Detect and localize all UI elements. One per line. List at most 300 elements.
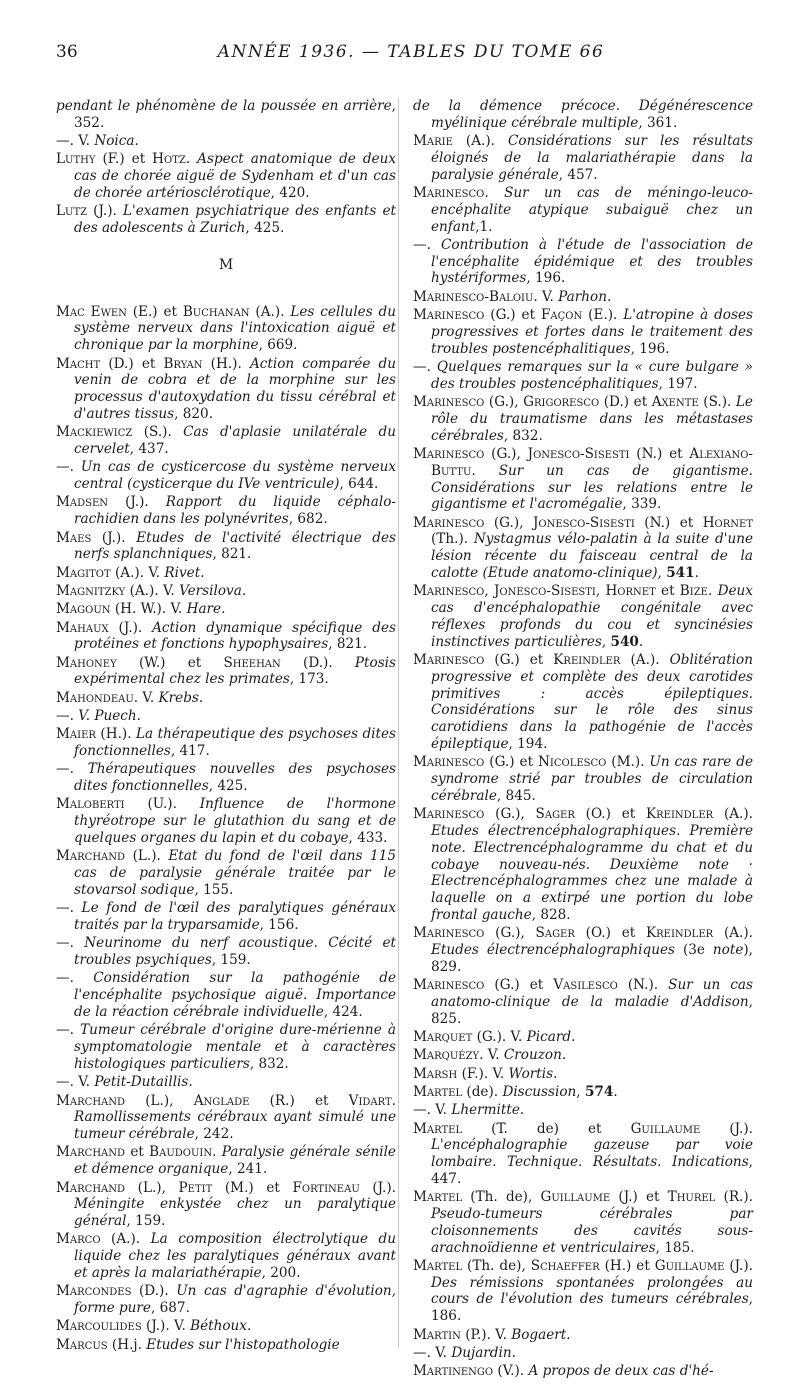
work-title: Pseudo-tumeurs cérébrales par cloisonnements des cavités sous-arachnoïdienne et ventriculaires: [431, 1206, 753, 1256]
work-title: de la démence précoce. Dégénérescence myélinique cérébrale multiple: [413, 98, 753, 131]
work-title: Contribution à l'étude de l'association de l'encéphalite épidémique et des troubles hystériformes: [431, 236, 753, 287]
work-title: Wortis.: [508, 1065, 558, 1082]
author-name: Guillaume: [540, 1189, 611, 1206]
index-entry: [56, 1283, 396, 1317]
author-name: Martinengo: [413, 1363, 494, 1380]
author-name: Marchand: [56, 1092, 126, 1109]
entry-text: —.: [56, 1022, 81, 1039]
author-name: Marinesco: [413, 977, 485, 994]
author-name: Schaeffer: [530, 1257, 600, 1274]
work-title: Paralysie générale sénile et démence organique: [74, 1144, 396, 1178]
author-name: Martin: [413, 1326, 461, 1343]
work-title: Considération sur la pathogénie de l'encéphalite psychosique aiguë. Importance de la réaction cérébrale individuelle: [74, 970, 396, 1021]
entry-text: .: [212, 1144, 222, 1161]
section-letter: M: [218, 256, 234, 273]
index-entry: [413, 1327, 753, 1344]
entry-text: .: [471, 462, 499, 479]
entry-text: .: [484, 184, 505, 201]
index-entry: [413, 652, 753, 753]
entry-text: (H.j.: [107, 1336, 147, 1353]
work-title: A propos de deux cas d'hé-: [528, 1363, 714, 1380]
author-name: Maes: [56, 529, 92, 546]
index-entry: [413, 394, 753, 444]
index-entry: [56, 1093, 396, 1143]
author-name: Mahoney: [56, 654, 117, 671]
index-entry: [413, 925, 753, 975]
author-name: Macht: [56, 355, 101, 372]
author-name: Nicolesco: [538, 754, 607, 771]
work-title: Des rémissions spontanées prolongées au cours de l'évolution des tumeurs cérébrales: [431, 1274, 753, 1308]
index-entry: [413, 1084, 753, 1101]
entry-text: (S.).: [132, 424, 184, 441]
author-name: Marinesco: [413, 184, 485, 201]
work-title: Etudes de l'activité électrique des nerfs splanchniques: [74, 529, 396, 563]
author-name: Marsh: [413, 1065, 458, 1082]
index-entry: [413, 1102, 753, 1119]
entry-text: .: [638, 633, 644, 650]
entry-text: , 669.: [258, 337, 298, 354]
author-name: Magoun: [56, 601, 111, 618]
work-title: Picard.: [526, 1029, 576, 1046]
entry-text: . V.: [133, 689, 159, 706]
author-name: Kreindler: [553, 652, 621, 668]
entry-text: , 433.: [348, 830, 388, 847]
work-title: Bogaert.: [511, 1326, 571, 1343]
entry-text: —.: [56, 708, 79, 724]
work-title: Cas d'aplasie unilatérale du cervelet: [74, 424, 396, 458]
entry-text: (M.).: [606, 754, 650, 771]
entry-text: (E.) et: [126, 303, 183, 320]
author-name: Martel: [413, 1120, 463, 1137]
entry-text: (L.),: [125, 1179, 179, 1196]
entry-text: (J.). V.: [141, 1318, 191, 1335]
index-entry: [413, 446, 753, 513]
index-entry: [56, 601, 396, 618]
author-name: Marcondes: [56, 1283, 132, 1300]
author-name: Lutz: [56, 203, 88, 220]
entry-text: (O.) et: [574, 806, 646, 823]
index-entry: [56, 98, 396, 132]
work-title: Etudes électrencéphalographiques. Première note. Electrencéphalogramme du chat et du cobaye nouveau-nés. Deuxième note · Electrencéphalogrammes chez une malade à laquelle on a extirpé une portion du lobe frontal gauche: [431, 822, 753, 923]
entry-text: ,1.: [475, 218, 493, 235]
entry-text: , 339.: [622, 496, 662, 513]
entry-text: (S.).: [698, 394, 736, 411]
work-title: La thérapeutique des psychoses dites fonctionnelles: [74, 726, 396, 760]
author-name: Mackiewicz: [56, 424, 133, 441]
work-title: L'examen psychiatrique des enfants et des adolescents à Zurich: [74, 203, 396, 237]
entry-text: et: [655, 583, 680, 600]
entry-text: , 159.: [126, 1213, 166, 1230]
left-column: [56, 98, 396, 1355]
entry-text: , 194.: [508, 735, 548, 752]
entry-text: (J.).: [108, 619, 153, 636]
author-name: Vasilesco: [553, 977, 618, 994]
author-name: Jonesco-Sisesti: [493, 583, 596, 600]
entry-text: (H.).: [202, 355, 250, 372]
index-entry: [413, 806, 753, 924]
entry-text: (H.).: [95, 726, 137, 743]
index-entry: [413, 1345, 753, 1362]
author-name: Guillaume: [630, 1120, 701, 1137]
entry-text: , 687.: [150, 1300, 190, 1317]
index-entry: [56, 1144, 396, 1178]
entry-text: (N.).: [617, 977, 669, 994]
entry-text: (A.). V.: [125, 582, 180, 599]
entry-text: (L.),: [125, 1092, 194, 1109]
entry-text: (G.),: [484, 925, 536, 942]
entry-text: (H.) et: [599, 1257, 655, 1274]
work-title: Etudes électrencéphalographiques: [431, 942, 675, 959]
author-name: Marinesco-Baloiu: [413, 288, 534, 305]
entry-text: (G.),: [484, 445, 528, 462]
author-name: Sager: [535, 925, 575, 942]
index-entry: [56, 1022, 396, 1072]
entry-text: , 197.: [658, 375, 698, 392]
entry-text: , 417.: [170, 743, 210, 760]
index-entry: [56, 356, 396, 423]
index-entry: [56, 1180, 396, 1230]
index-entry: [56, 690, 396, 707]
entry-text: , 186.: [431, 1291, 753, 1325]
page-ref-bold: 541: [666, 565, 695, 582]
entry-text: ,: [484, 583, 494, 600]
entry-text: (G.) et: [484, 652, 554, 668]
index-entry: [56, 133, 396, 150]
entry-text: (E.).: [582, 307, 624, 324]
work-title: Etat du fond de l'œil dans 115 cas de paralysie générale traitée par le stovarsol sodique: [74, 848, 396, 898]
entry-text: et: [125, 1144, 150, 1161]
author-name: Hornet: [605, 583, 656, 600]
index-entry: [56, 494, 396, 528]
entry-text: (J.) et: [610, 1189, 668, 1206]
entry-text: , 155.: [194, 881, 234, 898]
entry-text: (N.) et: [634, 514, 703, 531]
work-title: Action dynamique spécifique des protéines et fonctions hypophysaires: [74, 619, 396, 653]
entry-text: (R.).: [715, 1189, 754, 1206]
entry-text: . V.: [479, 1047, 504, 1064]
entry-text: (J.).: [108, 494, 166, 511]
entry-text: (Th.).: [431, 531, 474, 548]
entry-text: , 845.: [496, 787, 536, 804]
index-entry: [56, 304, 396, 354]
page-ref-bold: 540: [610, 633, 639, 650]
entry-text: (W.) et: [116, 654, 224, 671]
index-entry: [56, 1231, 396, 1281]
author-name: Marquet: [413, 1029, 473, 1046]
author-name: Mahondeau: [56, 689, 134, 706]
entry-text: (J.).: [91, 529, 137, 546]
entry-text: , 828.: [531, 906, 571, 923]
entry-text: , 173.: [289, 671, 329, 688]
author-name: Petit: [178, 1179, 213, 1196]
entry-text: (D.) et: [599, 394, 652, 411]
index-entry: [413, 359, 753, 393]
entry-text: , 242.: [194, 1126, 234, 1143]
author-name: Axente: [651, 394, 699, 411]
work-title: Béthoux.: [190, 1318, 252, 1335]
author-name: Buchanan: [182, 303, 250, 320]
work-title: Lhermitte.: [451, 1102, 525, 1119]
work-title: Quelques remarques sur la « cure bulgare » des troubles postencéphalitiques: [431, 358, 753, 392]
author-name: Thurel: [667, 1189, 716, 1206]
entry-text: , 821.: [328, 636, 368, 653]
entry-text: —. V.: [413, 1102, 452, 1119]
author-name: Marinesco: [413, 445, 485, 462]
index-entry: [56, 900, 396, 934]
entry-text: , 420.: [270, 184, 310, 201]
entry-text: .: [185, 151, 198, 168]
author-name: Hornet: [702, 514, 753, 531]
index-entry: [56, 655, 396, 689]
entry-text: , 352.: [74, 98, 396, 131]
author-name: Marchand: [56, 1179, 126, 1196]
work-title: Ramollissements cérébraux ayant simulé une tumeur cérébrale: [74, 1109, 396, 1143]
entry-text: , 682.: [288, 511, 328, 528]
entry-text: , 425.: [245, 220, 285, 237]
entry-text: (A.).: [452, 133, 508, 150]
author-name: Maier: [56, 726, 96, 743]
work-title: Action comparée du venin de cobra et de la morphine sur les processus d'autoxydation du tissu cérébral et d'autres tissus: [74, 355, 396, 422]
author-name: Jonesco-Sisesti: [532, 514, 635, 531]
author-name: Sager: [535, 806, 575, 823]
entry-text: (G.),: [484, 514, 533, 531]
index-entry: [413, 1047, 753, 1064]
entry-text: (D.).: [280, 654, 355, 671]
work-title: Un cas rare de syndrome strié par troubles de circulation cérébrale: [431, 754, 753, 804]
index-entry: [56, 620, 396, 654]
entry-text: (O.) et: [574, 925, 646, 942]
index-entry: [56, 565, 396, 582]
work-title: pendant le phénomène de la poussée en arrière: [56, 98, 392, 114]
author-name: Marie: [413, 133, 453, 150]
index-entry: [56, 1318, 396, 1335]
entry-text: —.: [56, 935, 85, 952]
author-name: Vidart: [348, 1092, 392, 1109]
entry-text: ), 829.: [431, 942, 753, 975]
work-title: Rivet.: [164, 564, 205, 581]
index-entry: [413, 133, 753, 183]
author-name: Jonesco-Sisesti: [527, 445, 630, 462]
entry-text: —.: [56, 900, 82, 917]
index-entry: [413, 1066, 753, 1083]
work-title: Tumeur cérébrale d'origine dure-mérienne à symptomatologie mentale et à caractères histologiques particuliers: [74, 1022, 396, 1072]
work-title: Le rôle du traumatisme dans les métastases cérébrales: [431, 394, 753, 444]
author-name: Marinesco: [413, 652, 485, 668]
running-title: ANNÉE 1936. — TABLES DU TOME 66: [217, 42, 605, 62]
index-entry: [56, 1074, 396, 1091]
entry-text: (N.) et: [629, 445, 690, 462]
entry-text: (L.).: [125, 848, 169, 865]
entry-text: . V.: [533, 288, 559, 305]
author-name: Bryan: [163, 355, 203, 372]
author-name: Martel: [413, 1189, 463, 1206]
work-title: Deux cas d'encéphalopathie congénitale avec réflexes profonds du cou et syncinésies instinctives particulières: [431, 583, 753, 650]
entry-text: (Th. de),: [462, 1189, 541, 1206]
work-title: Parhon.: [558, 288, 612, 305]
entry-text: (G.). V.: [472, 1029, 527, 1046]
entry-text: (V.).: [493, 1363, 529, 1380]
author-name: Magnitzky: [56, 582, 126, 599]
author-name: Madsen: [56, 494, 109, 511]
work-title: Oblitération progressive et complète des deux carotides primitives : accès épileptiques. Considérations sur le rôle des sinus carotidiens dans la pathogénie de l'accès épileptique: [431, 652, 753, 752]
work-title: Sur un cas de gigantisme. Considérations sur les relations entre le gigantisme et l'acromégalie: [431, 462, 753, 513]
entry-text: (J.).: [724, 1257, 754, 1274]
author-name: Marinesco: [413, 754, 485, 771]
entry-text: (G.) et: [484, 307, 541, 324]
index-entry: [56, 761, 396, 795]
index-entry: [56, 726, 396, 760]
entry-text: (A.). V.: [110, 564, 165, 581]
entry-text: , 832.: [249, 1055, 289, 1072]
entry-text: , 832.: [503, 427, 543, 444]
author-name: Hotz: [152, 151, 186, 168]
work-title: Le fond de l'œil des paralytiques généraux traités par la tryparsamide: [74, 900, 396, 934]
work-title: Un cas de cysticercose du système nerveux central (cysticerque du IVe ventricule): [74, 459, 396, 493]
entry-text: (U.).: [124, 796, 200, 813]
entry-text: (D.).: [131, 1283, 177, 1300]
entry-text: —.: [56, 761, 88, 778]
entry-text: (G.) et: [484, 754, 538, 771]
work-title: L'atropine à doses progressives et fortes dans le traitement des troubles postencéphalitiques: [431, 307, 753, 357]
entry-text: (J.).: [700, 1120, 753, 1137]
entry-text: , 196.: [630, 340, 670, 357]
entry-text: (Th. de),: [462, 1257, 531, 1274]
author-name: Façon: [540, 307, 583, 324]
work-title: Sur un cas de méningo-leuco-encéphalite atypique subaiguë chez un enfant: [431, 184, 753, 235]
index-entry: [413, 98, 753, 132]
work-title: Krebs.: [158, 689, 204, 706]
entry-text: —. V.: [56, 133, 95, 150]
author-name: Mahaux: [56, 619, 109, 636]
page-number: 36: [56, 42, 78, 62]
index-entry: [413, 754, 753, 804]
entry-text: (A.).: [713, 806, 754, 823]
author-name: Marco: [56, 1231, 101, 1248]
index-entry: [413, 1029, 753, 1046]
work-title: Ptosis expérimental chez les primates: [74, 654, 396, 688]
author-name: Fortineau: [292, 1179, 360, 1196]
index-entry: [56, 1337, 396, 1354]
index-entry: [413, 1121, 753, 1188]
author-name: Bize: [679, 583, 708, 600]
author-name: Marchand: [56, 848, 126, 865]
work-title: Discussion: [502, 1083, 577, 1100]
entry-text: , 241.: [228, 1161, 268, 1178]
index-entry: [56, 203, 396, 237]
entry-text: , 457.: [558, 166, 598, 183]
entry-text: , 437.: [129, 441, 169, 458]
entry-text: .: [708, 583, 718, 600]
entry-text: ,: [601, 633, 611, 650]
index-entry: [56, 708, 396, 725]
entry-text: (de).: [462, 1083, 503, 1100]
page-header: [56, 42, 766, 70]
entry-text: (T. de) et: [462, 1120, 631, 1137]
author-name: Mac Ewen: [56, 303, 127, 320]
index-entry: [413, 583, 753, 650]
work-title: Nystagmus vélo-palatin à la suite d'une lésion récente du faisceau central de la calotte (Etude anatomo-clinique): [431, 531, 753, 582]
work-title: note: [712, 942, 744, 959]
entry-text: —. V.: [56, 1074, 95, 1091]
entry-text: .: [694, 565, 699, 582]
author-name: Kreindler: [645, 806, 714, 823]
entry-text: , 156.: [259, 917, 299, 934]
work-title: Sur un cas anatomo-clinique de la maladie d'Addison: [431, 977, 754, 1010]
entry-text: (A.).: [620, 652, 670, 668]
entry-text: (A.).: [713, 925, 754, 942]
author-name: Marinesco: [413, 925, 485, 942]
index-entry: [413, 289, 753, 306]
entry-text: , 196.: [526, 270, 566, 287]
entry-text: (F.). V.: [457, 1065, 509, 1082]
author-name: Marquézy: [413, 1047, 480, 1064]
entry-text: , 821.: [212, 546, 252, 563]
index-entry: [56, 151, 396, 201]
index-entry: [413, 185, 753, 235]
entry-text: , 820.: [174, 405, 214, 422]
entry-text: (3e: [674, 942, 713, 959]
index-entry: [56, 583, 396, 600]
index-entry: [413, 1189, 753, 1256]
entry-text: (H. W.). V.: [110, 601, 187, 618]
author-name: Marchand: [56, 1144, 126, 1161]
entry-text: —.: [56, 459, 81, 476]
work-title: Rapport du liquide céphalo-rachidien dans les polynévrites: [74, 494, 396, 528]
work-title: Versilova.: [179, 582, 247, 599]
entry-text: ,: [657, 565, 667, 582]
entry-text: , 424.: [323, 1004, 363, 1021]
entry-text: —.: [413, 236, 441, 253]
index-entry: [56, 796, 396, 846]
index-entry: [56, 848, 396, 898]
entry-text: .: [613, 1083, 618, 1100]
author-name: Magitot: [56, 564, 111, 581]
author-name: Marinesco: [413, 307, 485, 324]
entry-text: ,: [595, 583, 606, 600]
author-name: Baudouin: [149, 1144, 213, 1161]
index-entry: [56, 530, 396, 564]
entry-text: , 159.: [211, 952, 251, 969]
entry-text: ,: [576, 1083, 585, 1100]
entry-text: (R.) et: [249, 1092, 349, 1109]
work-title: Crouzon.: [503, 1047, 567, 1064]
work-title: Neurinome du nerf acoustique. Cécité et troubles psychiques: [74, 935, 396, 969]
index-entry: [413, 1258, 753, 1325]
author-name: Kreindler: [645, 925, 714, 942]
work-title: Les cellules du système nerveux dans l'intoxication aiguë et chronique par la morphine: [74, 303, 396, 354]
author-name: Martel: [413, 1083, 463, 1100]
index-entry: [413, 307, 753, 357]
entry-text: (A.).: [249, 303, 291, 320]
author-name: Marcoulides: [56, 1318, 142, 1335]
work-title: Méningite enkystée chez un paralytique général: [74, 1196, 396, 1230]
entry-text: .: [391, 1092, 396, 1109]
entry-text: , 447.: [431, 1154, 753, 1187]
work-title: V. Puech.: [78, 708, 141, 724]
author-name: Luthy: [56, 151, 96, 168]
author-name: Guillaume: [654, 1257, 725, 1274]
entry-text: (A.).: [100, 1231, 151, 1248]
work-title: Influence de l'hormone thyréotrope sur le glutathion du sang et de quelques organes du lapin et du cobaye: [74, 796, 396, 847]
index-entry: [56, 935, 396, 969]
entry-text: , 200.: [261, 1265, 301, 1281]
author-name: Marinesco: [413, 583, 485, 600]
author-name: Marinesco: [413, 394, 485, 411]
entry-text: (J.).: [359, 1179, 396, 1196]
work-title: Noica.: [94, 133, 139, 150]
entry-text: , 425.: [208, 778, 248, 795]
author-name: Marinesco: [413, 806, 485, 823]
